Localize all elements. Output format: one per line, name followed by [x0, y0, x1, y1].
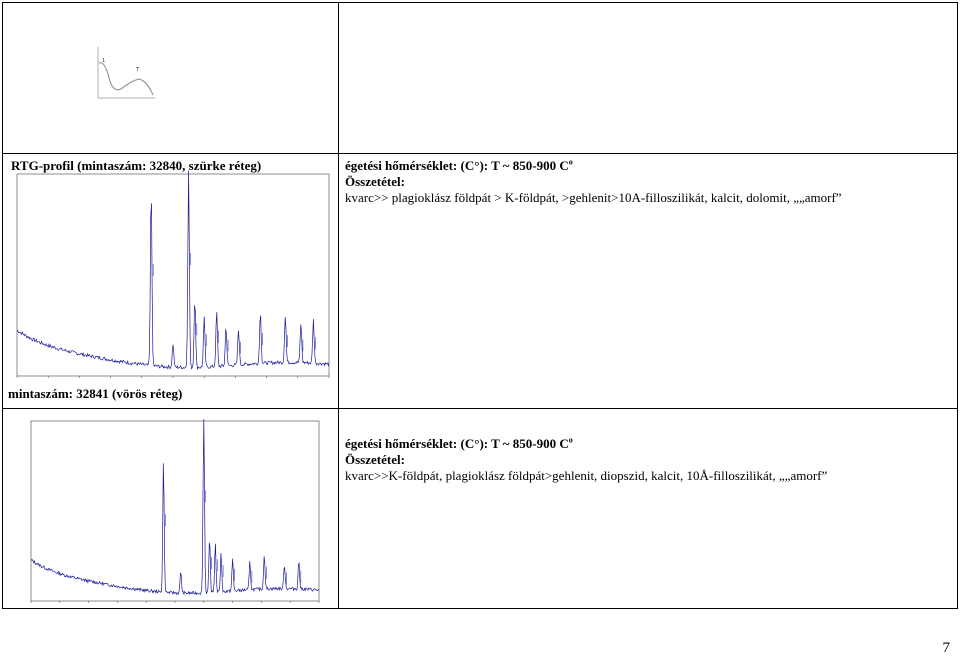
- composition-2: kvarc>>K-földpát, plagioklász földpát>gehlenit, diopszid, kalcit, 10Å-filloszilikát, „„amorf”: [345, 468, 828, 483]
- composition-label-2: Összetétel:: [345, 452, 405, 467]
- firing-temp-2: égetési hőmérséklet: (C°): T ~ 850-900 $C^o$: [345, 435, 573, 451]
- diffraction-trace: [17, 171, 329, 369]
- thumbnail-curve: [3, 3, 340, 155]
- sample2-info-cell: [338, 408, 958, 609]
- empty-cell: [338, 2, 958, 154]
- xrd-chart-1: [3, 154, 340, 410]
- plot-frame: [31, 421, 319, 601]
- thumb-label-b: T: [136, 67, 140, 73]
- composition-1: kvarc>> plagioklász földpát > K-földpát, >gehlenit>10A-filloszilikát, kalcit, dolomit, „„amorf”: [345, 190, 842, 205]
- sample2-label: mintaszám: 32841 (vörös réteg): [8, 386, 183, 401]
- diffraction-trace: [31, 419, 319, 594]
- sample1-info-cell: [338, 153, 958, 409]
- sample1-info: [345, 158, 842, 206]
- profile-title: RTG-profil (mintaszám: 32840, szürke réteg): [11, 158, 262, 173]
- composition-label-1: Összetétel:: [345, 174, 405, 189]
- xrd-chart-1-cell: [2, 153, 339, 409]
- firing-temp-1: égetési hőmérséklet: (C°): T ~ 850-900 $C^o$: [345, 157, 573, 173]
- page-number: 7: [942, 640, 950, 656]
- xrd-chart-2: [3, 409, 340, 610]
- thumb-label-a: 1: [102, 58, 106, 64]
- sample2-info: [345, 436, 827, 484]
- thumbnail-cell: [2, 2, 339, 154]
- xrd-chart-2-cell: [2, 408, 339, 609]
